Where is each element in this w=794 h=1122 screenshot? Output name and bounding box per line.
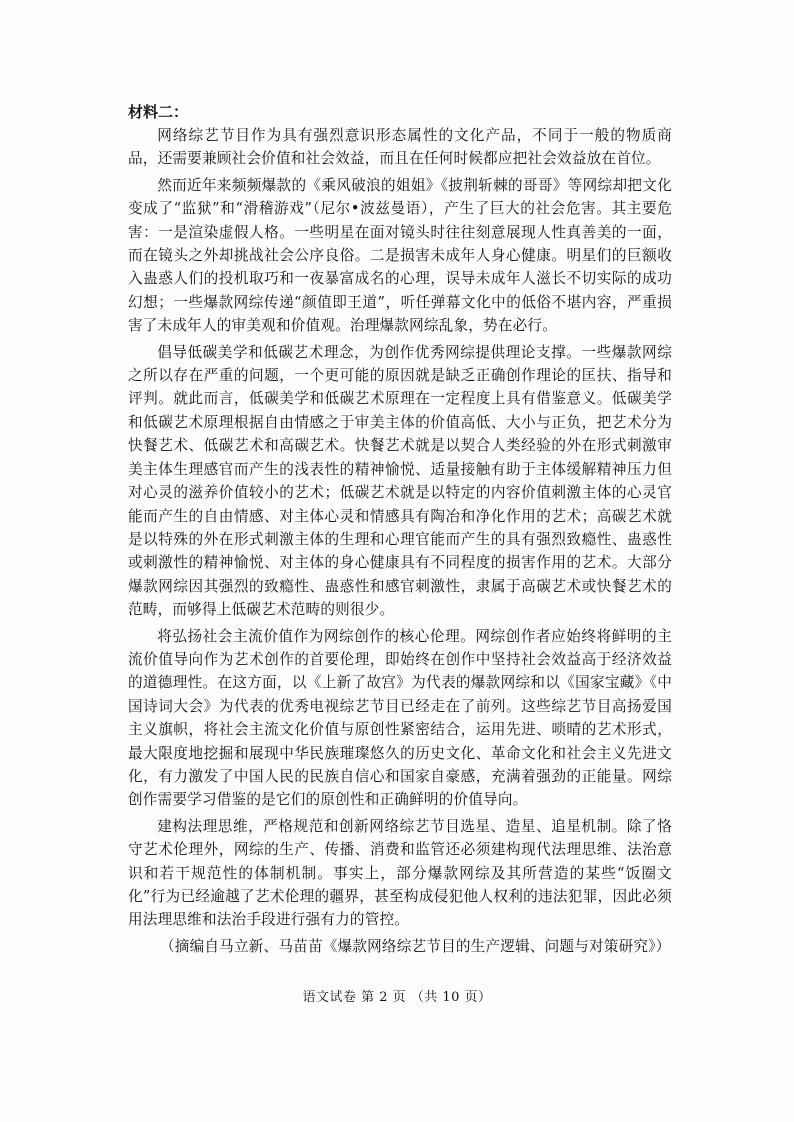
- section-heading: 材料二：: [128, 103, 189, 121]
- source-citation: （摘编自马立新、马苗苗《爆款网络综艺节目的生产逻辑、问题与对策研究》）: [160, 937, 671, 955]
- paragraph-harms: 然而近年来频频爆款的《乘风破浪的姐姐》《披荆斩棘的哥哥》等网综却把文化变成了“监狱”和“滑稽游戏”（尼尔•波兹曼语），产生了巨大的社会危害。其主要危害：一是渲染虚假人格。一些明星在面对镜头时往往刻意展现人性真善美的一面，而在镜头之外却挑战社会公序良俗。二是损害未成年人身心健康。明星们的巨额收入蛊惑人们的投机取巧和一夜暴富成名的心理，误导未成年人滋长不切实际的成功幻想；一些爆款网综传递“颜值即王道”，听任弹幕文化中的低俗不堪内容，严重损害了未成年人的审美观和价值观。治理爆款网综乱象，势在必行。: [128, 176, 672, 335]
- paragraph-low-carbon-aesthetics: 倡导低碳美学和低碳艺术理念，为创作优秀网综提供理论支撑。一些爆款网综之所以存在严重的问题，一个更可能的原因就是缺乏正确创作理论的匡扶、指导和评判。就此而言，低碳美学和低碳艺术原理在一定程度上具有借鉴意义。低碳美学和低碳艺术原理根据自由情感之于审美主体的价值高低、大小与正负，把艺术分为快餐艺术、低碳艺术和高碳艺术。快餐艺术就是以契合人类经验的外在形式刺激审美主体生理感官而产生的浅表性的精神愉悦、适量接触有助于主体缓解精神压力但对心灵的滋养价值较小的艺术；低碳艺术就是以特定的内容价值刺激主体的心灵官能而产生的自由情感、对主体心灵和情感具有陶冶和净化作用的艺术；高碳艺术就是以特殊的外在形式刺激主体的生理和心理官能而产生的具有强烈致瘾性、蛊惑性或刺激性的精神愉悦、对主体的身心健康具有不同程度的损害作用的艺术。大部分爆款网综因其强烈的致瘾性、蛊惑性和感官刺激性，隶属于高碳艺术或快餐艺术的范畴，而够得上低碳艺术范畴的则很少。: [128, 343, 672, 619]
- material-two-section: [128, 101, 672, 958]
- paragraph-intro: 网络综艺节目作为具有强烈意识形态属性的文化产品，不同于一般的物质商品，还需要兼顾社会价值和社会效益，而且在任何时候都应把社会效益放在首位。: [128, 127, 672, 168]
- paragraph-mainstream-values: 将弘扬社会主流价值作为网综创作的核心伦理。网综创作者应始终将鲜明的主流价值导向作为艺术创作的首要伦理，即始终在创作中坚持社会效益高于经济效益的道德理性。在这方面，以《上新了故宫》为代表的爆款网综和以《国家宝藏》《中国诗词大会》为代表的优秀电视综艺节目已经走在了前列。这些综艺节目高扬爱国主义旗帜，将社会主流文化价值与原创性紧密结合，运用先进、唢晴的艺术形式，最大限度地挖掘和展现中华民族璀璨悠久的历史文化、革命文化和社会主义先进文化，有力激发了中国人民的民族自信心和国家自豪感，充满着强劲的正能量。网综创作需要学习借鉴的是它们的原创性和正确鲜明的价值导向。: [128, 627, 672, 809]
- paragraph-legal-thinking: 建构法理思维，严格规范和创新网络综艺节目选星、造星、追星机制。除了恪守艺术伦理外，网综的生产、传播、消费和监管还必须建构现代法理思维、法治意识和若干规范性的体制机制。事实上，部分爆款网综及其所营造的某些“饭圈文化”行为已经逾越了艺术伦理的疆界，甚至构成侵犯他人权利的违法犯罪，因此必须用法理思维和法治手段进行强有力的管控。: [128, 817, 672, 929]
- page-footer: 语文试卷 第 2 页 （共 10 页）: [302, 990, 492, 1005]
